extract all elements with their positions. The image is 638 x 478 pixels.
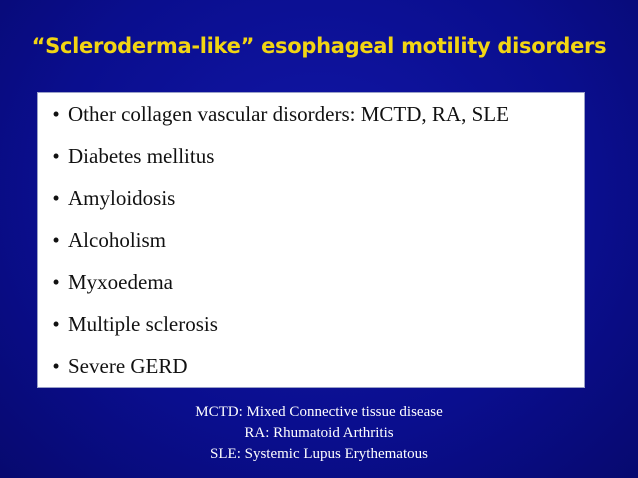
bullet-text: Severe GERD [68, 354, 188, 378]
bullet-text: Diabetes mellitus [68, 144, 215, 168]
bullet-text: Myxoedema [68, 270, 173, 294]
bullet-icon: • [52, 144, 60, 168]
list-item [38, 144, 584, 186]
footnotes [0, 402, 638, 465]
footnote-mctd: MCTD: Mixed Connective tissue disease [195, 404, 443, 420]
list-item [38, 228, 584, 270]
footnote-ra: RA: Rhumatoid Arthritis [244, 425, 394, 441]
footnote-sle: SLE: Systemic Lupus Erythematous [210, 446, 428, 462]
bullet-icon: • [52, 270, 60, 294]
list-item [38, 270, 584, 312]
list-item [38, 312, 584, 354]
bullet-icon: • [52, 354, 60, 378]
bullet-text: Alcoholism [68, 228, 166, 252]
list-item [38, 186, 584, 228]
list-item [38, 354, 584, 396]
content-box [37, 92, 585, 388]
bullet-text: Multiple sclerosis [68, 312, 218, 336]
bullet-icon: • [52, 228, 60, 252]
slide-title: “Scleroderma-like” esophageal motility disorders [31, 34, 607, 58]
bullet-text: Amyloidosis [68, 186, 176, 210]
list-item [38, 102, 584, 144]
bullet-icon: • [52, 186, 60, 210]
bullet-icon: • [52, 312, 60, 336]
bullet-text: Other collagen vascular disorders: MCTD, RA, SLE [68, 102, 509, 126]
bullet-icon: • [52, 102, 60, 126]
bullet-list [38, 102, 584, 396]
